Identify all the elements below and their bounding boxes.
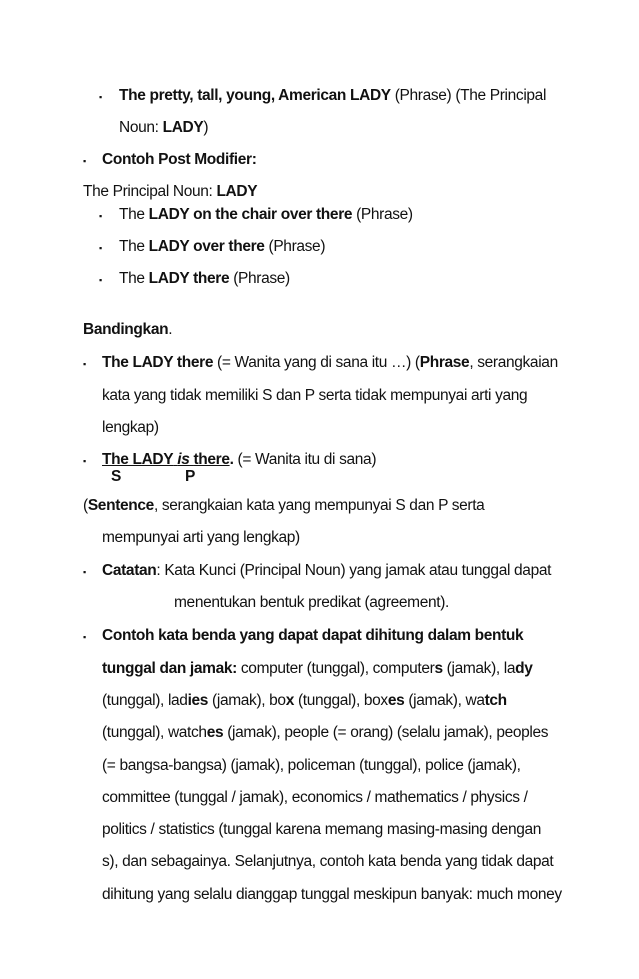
text-run: : Kata Kunci (Principal Noun) yang jamak atau tunggal dapat [156, 562, 552, 579]
bold-heading: Contoh kata benda yang dapat dapat dihitung dalam bentuk [102, 627, 524, 644]
underlined-complement: there [193, 451, 230, 468]
bold-suffix: es [387, 692, 405, 709]
text-run: , serangkaian kata yang mempunyai S dan P serta [153, 497, 485, 514]
text-line [102, 660, 533, 678]
bullet-marker: ▪ [99, 275, 102, 285]
text-line: dihitung yang selalu dianggap tunggal meskipun banyak: much money [102, 886, 562, 903]
bold-heading: Contoh Post Modifier: [102, 151, 257, 168]
bold-word: Phrase [419, 354, 470, 371]
bold-suffix: dy [515, 660, 533, 677]
bold-period: . [229, 451, 234, 468]
text-line: committee (tunggal / jamak), economics / mathematics / physics / [102, 789, 528, 806]
bold-label: Catatan [102, 562, 157, 579]
example-sentence [102, 451, 376, 469]
text-run: ) [203, 119, 209, 136]
text-run: (jamak), wa [404, 692, 485, 709]
text-run: (Phrase) [229, 270, 290, 287]
bold-suffix: ies [187, 692, 209, 709]
bold-phrase: LADY over there [148, 238, 265, 255]
text-run: computer (tunggal), computer [236, 660, 435, 677]
text-run: (tunggal), watch [102, 724, 207, 741]
text-line [119, 87, 546, 105]
bullet-marker: ▪ [83, 456, 86, 466]
text-line: kata yang tidak memiliki S dan P serta tidak mempunyai arti yang [102, 387, 528, 404]
bold-suffix: es [206, 724, 224, 741]
text-line: politics / statistics (tunggal karena memang masing-masing dengan [102, 821, 542, 838]
text-line [119, 238, 325, 256]
underlined-verb: is [177, 451, 190, 468]
bold-suffix: x [285, 692, 294, 709]
bullet-marker: ▪ [83, 359, 86, 369]
subject-letter: S [111, 468, 121, 485]
bold-word: LADY [162, 119, 204, 136]
bullet-marker: ▪ [83, 156, 86, 166]
text-run: (= Wanita itu di sana) [233, 451, 377, 468]
text-run: (tunggal), box [294, 692, 388, 709]
text-line [102, 692, 507, 710]
text-run: The Principal Noun: [83, 183, 217, 200]
bold-phrase: LADY there [148, 270, 230, 287]
bold-heading: Bandingkan [83, 321, 169, 338]
predicate-label [185, 468, 195, 486]
bold-word: LADY [216, 183, 258, 200]
text-line [119, 206, 413, 224]
text-line: s), dan sebagainya. Selanjutnya, contoh kata benda yang tidak dapat [102, 853, 554, 870]
text-line [83, 497, 484, 515]
bold-word: Sentence [87, 497, 154, 514]
text-run: . [168, 321, 173, 338]
section-heading [102, 151, 257, 169]
text-run: The [119, 238, 149, 255]
bold-suffix: tch [484, 692, 507, 709]
text-line [102, 627, 523, 645]
text-line: menentukan bentuk predikat (agreement). [174, 594, 449, 611]
bold-phrase: The pretty, tall, young, American LADY [119, 87, 391, 104]
text-run: (jamak), people (= orang) (selalu jamak), peoples [223, 724, 549, 741]
text-run: , serangkaian [469, 354, 558, 371]
text-run: (jamak), la [442, 660, 516, 677]
text-line [102, 354, 558, 372]
text-run: (jamak), bo [208, 692, 286, 709]
text-run: (Phrase) [352, 206, 413, 223]
text-line [119, 119, 208, 137]
text-line: mempunyai arti yang lengkap) [102, 529, 300, 546]
text-line [102, 562, 551, 580]
text-run: ( [83, 497, 88, 514]
text-run: Noun: [119, 119, 163, 136]
text-run: (Phrase) (The Principal [390, 87, 547, 104]
bullet-marker: ▪ [99, 211, 102, 221]
bold-phrase: The LADY there [102, 354, 214, 371]
bold-phrase: LADY on the chair over there [148, 206, 353, 223]
text-line [102, 724, 548, 742]
bold-suffix: s [434, 660, 443, 677]
subject-label [111, 468, 121, 486]
text-run: The [119, 206, 149, 223]
text-run: (= Wanita yang di sana itu …) ( [213, 354, 420, 371]
text-run: (Phrase) [264, 238, 326, 255]
text-line [119, 270, 290, 288]
bullet-marker: ▪ [99, 92, 102, 102]
text-line: (= bangsa-bangsa) (jamak), policeman (tunggal), police (jamak), [102, 757, 521, 774]
underlined-subject: The LADY [102, 451, 174, 468]
bullet-marker: ▪ [83, 567, 86, 577]
text-run: The [119, 270, 149, 287]
section-heading [83, 321, 172, 339]
text-line [83, 183, 257, 201]
bold-phrase: tunggal dan jamak: [102, 660, 237, 677]
text-line: lengkap) [102, 419, 159, 436]
text-run: (tunggal), lad [102, 692, 188, 709]
bullet-marker: ▪ [83, 632, 86, 642]
bullet-marker: ▪ [99, 243, 102, 253]
predicate-letter: P [185, 468, 195, 485]
